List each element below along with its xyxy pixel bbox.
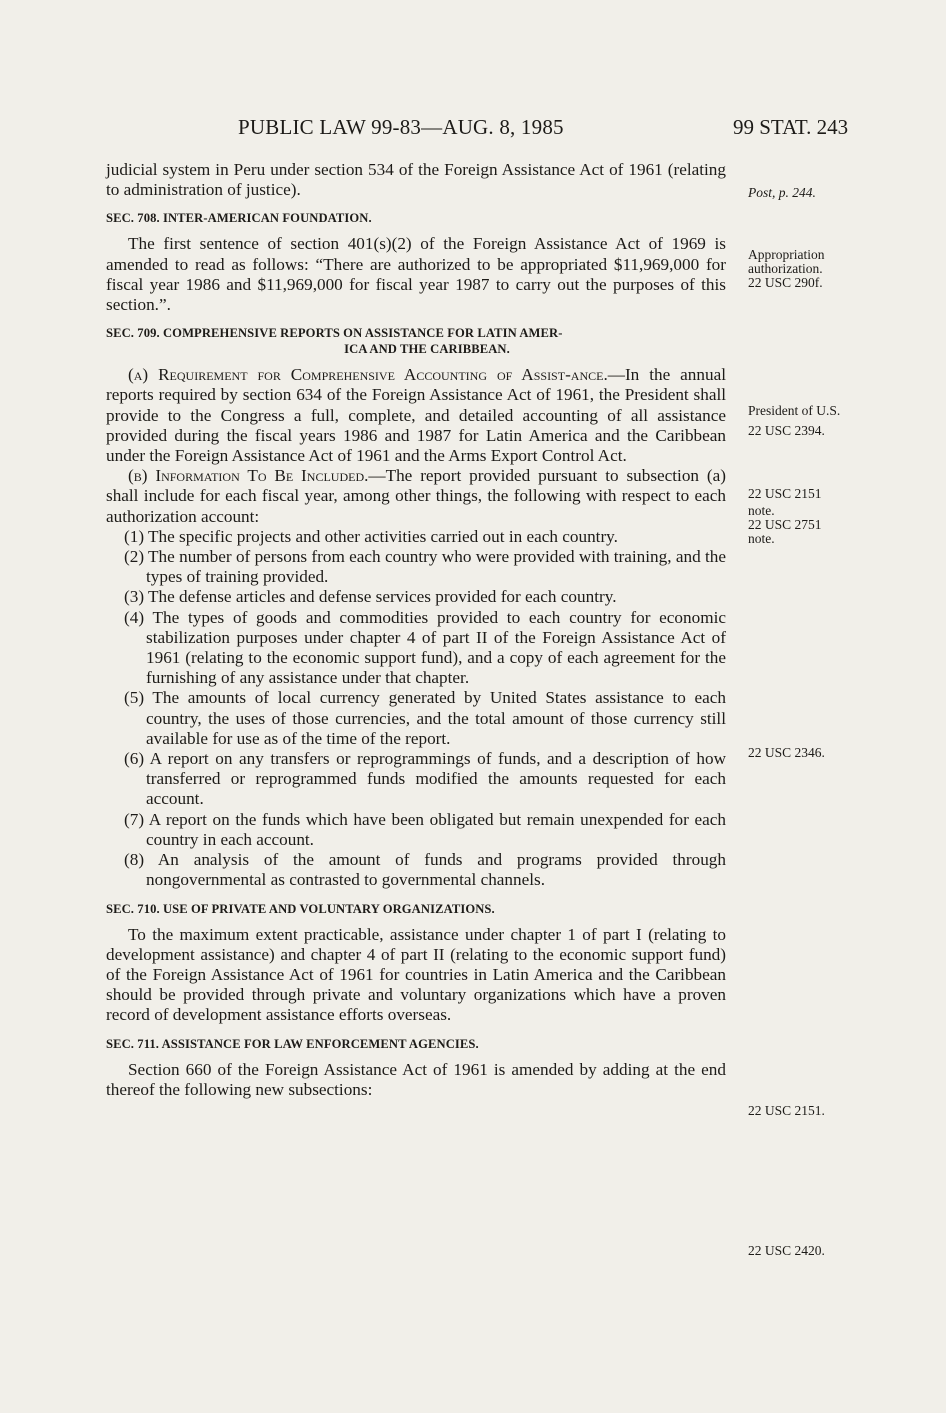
margin-note-line: 22 USC 2151 [748, 486, 822, 501]
margin-note-line: note. [748, 531, 775, 546]
section-711-text: Section 660 of the Foreign Assistance Act of 1961 is amended by adding at the end thereof the following new subsections: [106, 1059, 726, 1099]
section-709-heading-line2: ICA AND THE CARIBBEAN. [344, 342, 510, 357]
subsection-b [106, 466, 726, 527]
list-item: (6) A report on any transfers or reprogrammings of funds, and a description of how transferred or reprogrammed funds modified the amounts requested for each account. [124, 749, 726, 809]
margin-note-president [748, 404, 858, 438]
subsection-a-text: —In the annual reports required by section 634 of the Foreign Assistance Act of 1961, the President shall provide to the Congress a full, complete, and detailed accounting of all assistance provided during the fiscal years 1986 and 1987 for Latin America and the Caribbean under the Foreign Assistance Act of 1961 and the Arms Export Control Act. [106, 365, 726, 466]
section-710-heading: SEC. 710. USE OF PRIVATE AND VOLUNTARY ORGANIZATIONS. [106, 901, 495, 916]
list-item: (3) The defense articles and defense services provided for each country. [124, 587, 617, 607]
subsection-a-label: (a) Requirement for Comprehensive Accounting of Assist-ance. [128, 365, 608, 385]
margin-note-line: authorization. [748, 261, 823, 276]
margin-note-usc-2346: 22 USC 2346. [748, 745, 825, 760]
list-item: (2) The number of persons from each country who were provided with training, and the types of training provided. [124, 547, 726, 587]
margin-note-line: 22 USC 2751 [748, 517, 822, 532]
section-711-heading: SEC. 711. ASSISTANCE FOR LAW ENFORCEMENT AGENCIES. [106, 1036, 479, 1051]
intro-paragraph: judicial system in Peru under section 534 of the Foreign Assistance Act of 1961 (relating to administration of justice). [106, 160, 726, 200]
margin-note-line: 22 USC 2394. [748, 423, 825, 438]
subsection-a [106, 365, 726, 466]
section-708-text: The first sentence of section 401(s)(2) of the Foreign Assistance Act of 1969 is amended to read as follows: “There are authorized to be appropriated $11,969,000 for fiscal year 1986 and $11,969,000 for fiscal year 1987 to carry out the purposes of this section.”. [106, 234, 726, 315]
margin-note-post [748, 186, 858, 200]
margin-note-line: Appropriation [748, 247, 825, 262]
margin-note-line: President of U.S. [748, 403, 841, 418]
margin-note-usc-2151-2751 [748, 487, 858, 546]
margin-note-line: note. [748, 503, 775, 518]
list-item: (4) The types of goods and commodities provided to each country for economic stabilization purposes under chapter 4 of part II of the Foreign Assistance Act of 1961 (relating to the economic support fund), and a copy of each agreement for the furnishing of any assistance under that chapter. [124, 607, 726, 688]
margin-note-line: 22 USC 290f. [748, 275, 823, 290]
margin-note-post-text: Post, p. 244. [748, 185, 816, 200]
list-item: (1) The specific projects and other activities carried out in each country. [124, 526, 618, 546]
list-item: (8) An analysis of the amount of funds and programs provided through nongovernmental as contrasted to governmental channels. [124, 850, 726, 890]
subsection-b-text: —The report provided pursuant to subsection (a) shall include for each fiscal year, among other things, the following with respect to each authorization account: [106, 466, 726, 526]
margin-note-usc-2420: 22 USC 2420. [748, 1243, 825, 1258]
subsection-b-label: (b) Information To Be Included. [128, 466, 369, 486]
main-text [106, 160, 726, 1100]
margin-note-usc-2151b: 22 USC 2151. [748, 1103, 825, 1118]
section-709-heading-line1: SEC. 709. COMPREHENSIVE REPORTS ON ASSISTANCE FOR LATIN AMER- [106, 326, 563, 341]
list-item: (7) A report on the funds which have been obligated but remain unexpended for each country in each account. [124, 809, 726, 849]
section-708-heading: SEC. 708. INTER-AMERICAN FOUNDATION. [106, 211, 372, 226]
section-710-text: To the maximum extent practicable, assistance under chapter 1 of part I (relating to development assistance) and chapter 4 of part II (relating to the economic support fund) of the Foreign Assistance Act of 1961 for countries in Latin America and the Caribbean should be provided through private and voluntary organizations which have a proven record of development assistance efforts overseas. [106, 924, 726, 1025]
statute-page-number: 99 STAT. 243 [733, 115, 849, 139]
section-709-heading [106, 325, 726, 357]
margin-note-appropriation [748, 248, 858, 290]
running-title: PUBLIC LAW 99-83—AUG. 8, 1985 [238, 115, 564, 139]
list-item: (5) The amounts of local currency generated by United States assistance to each country, the uses of those currencies, and the total amount of those currency still available for use as of the time of the report. [124, 688, 726, 748]
page-header [0, 115, 946, 145]
